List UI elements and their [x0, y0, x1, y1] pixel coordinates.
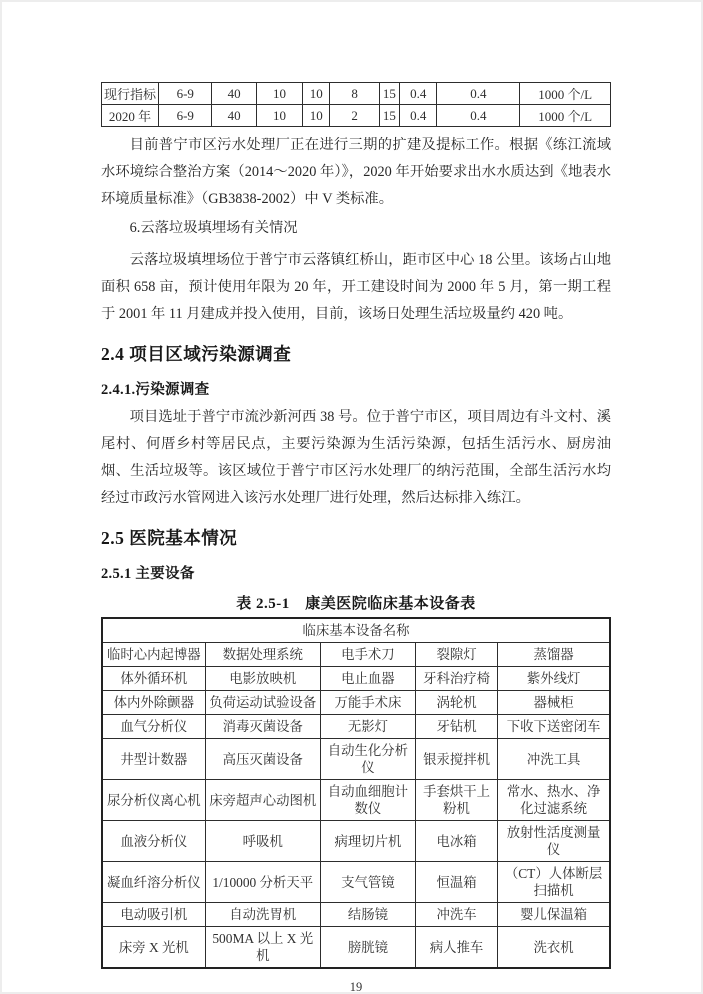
equipment-cell: 消毒灭菌设备: [205, 715, 320, 739]
equipment-cell: 紫外线灯: [498, 667, 610, 691]
standards-value-cell: 8: [330, 83, 379, 105]
equipment-cell: 牙科治疗椅: [415, 667, 497, 691]
standards-value-cell: 10: [303, 83, 330, 105]
equipment-cell: 床旁超声心动图机: [205, 780, 320, 821]
equipment-cell: 呼吸机: [205, 821, 320, 862]
equipment-cell: 婴儿保温箱: [498, 903, 610, 927]
standards-value-cell: 0.4: [400, 83, 437, 105]
equipment-cell: 电动吸引机: [102, 903, 205, 927]
equipment-cell: 500MA 以上 X 光机: [205, 927, 320, 969]
standards-value-cell: 2: [330, 105, 379, 127]
equipment-cell: 血气分析仪: [102, 715, 205, 739]
heading-section-2-5: 2.5 医院基本情况: [101, 528, 238, 548]
standards-table-body: [102, 83, 611, 127]
equipment-table-row: [102, 691, 610, 715]
equipment-table: [101, 617, 611, 969]
standards-table: [101, 82, 611, 127]
equipment-cell: 支气管镜: [320, 862, 415, 903]
equipment-cell: 电冰箱: [415, 821, 497, 862]
equipment-cell: 银汞搅拌机: [415, 739, 497, 780]
standards-value-cell: 10: [256, 105, 302, 127]
equipment-table-row: [102, 739, 610, 780]
equipment-cell: 电止血器: [320, 667, 415, 691]
equipment-table-row: [102, 862, 610, 903]
equipment-cell: 无影灯: [320, 715, 415, 739]
equipment-cell: 常水、热水、净化过滤系统: [498, 780, 610, 821]
paragraph-pollution-sources: 项目选址于普宁市流沙新河西 38 号。位于普宁市区，项目周边有斗文村、溪尾村、何厝乡村等居民点，主要污染源为生活污染源，包括生活污水、厨房油烟、生活垃圾等。该区域位于普宁市区污水处理厂的纳污范围，全部生活污水均经过市政污水管网进入该污水处理厂进行处理，然后达标排入练江。: [101, 409, 611, 506]
standards-value-cell: 1000 个/L: [520, 83, 611, 105]
standards-value-cell: 0.4: [400, 105, 437, 127]
equipment-cell: 冲洗车: [415, 903, 497, 927]
equipment-cell: 病人推车: [415, 927, 497, 969]
equipment-cell: 蒸馏器: [498, 643, 610, 667]
equipment-table-row: [102, 903, 610, 927]
standards-value-cell: 15: [379, 83, 399, 105]
equipment-cell: 体外循环机: [102, 667, 205, 691]
equipment-cell: 高压灭菌设备: [205, 739, 320, 780]
equipment-cell: 牙钻机: [415, 715, 497, 739]
equipment-table-body: [102, 618, 610, 968]
equipment-cell: 裂隙灯: [415, 643, 497, 667]
heading-section-2-4: 2.4 项目区域污染源调查: [101, 344, 292, 364]
equipment-cell: 电手术刀: [320, 643, 415, 667]
equipment-cell: （CT）人体断层扫描机: [498, 862, 610, 903]
page-number: 19: [349, 980, 363, 994]
equipment-table-row: [102, 643, 610, 667]
standards-value-cell: 0.4: [437, 105, 520, 127]
equipment-cell: 井型计数器: [102, 739, 205, 780]
equipment-cell: 下收下送密闭车: [498, 715, 610, 739]
equipment-cell: 冲洗工具: [498, 739, 610, 780]
equipment-cell: 手套烘干上粉机: [415, 780, 497, 821]
equipment-header-row: [102, 618, 610, 643]
equipment-cell: 自动血细胞计数仪: [320, 780, 415, 821]
standards-row-label-cell: 现行指标: [102, 83, 159, 105]
heading-section-2-5-1: 2.5.1 主要设备: [101, 566, 195, 582]
equipment-cell: 洗衣机: [498, 927, 610, 969]
equipment-cell: 病理切片机: [320, 821, 415, 862]
standards-table-row: [102, 83, 611, 105]
equipment-table-row: [102, 821, 610, 862]
equipment-table-caption: 表 2.5-1 康美医院临床基本设备表: [236, 596, 476, 612]
equipment-cell: 放射性活度测量仪: [498, 821, 610, 862]
equipment-cell: 自动洗胃机: [205, 903, 320, 927]
equipment-header-cell: 临床基本设备名称: [102, 618, 610, 643]
equipment-cell: 负荷运动试验设备: [205, 691, 320, 715]
equipment-cell: 器械柜: [498, 691, 610, 715]
standards-row-label-cell: 2020 年: [102, 105, 159, 127]
standards-value-cell: 0.4: [437, 83, 520, 105]
standards-value-cell: 40: [212, 83, 256, 105]
heading-section-2-4-1: 2.4.1.污染源调查: [101, 382, 210, 398]
equipment-cell: 体内外除颤器: [102, 691, 205, 715]
equipment-cell: 膀胱镜: [320, 927, 415, 969]
standards-value-cell: 40: [212, 105, 256, 127]
equipment-table-row: [102, 927, 610, 969]
equipment-cell: 临时心内起博器: [102, 643, 205, 667]
equipment-cell: 电影放映机: [205, 667, 320, 691]
equipment-cell: 床旁 X 光机: [102, 927, 205, 969]
standards-value-cell: 15: [379, 105, 399, 127]
standards-value-cell: 1000 个/L: [520, 105, 611, 127]
standards-value-cell: 6-9: [159, 83, 212, 105]
standards-value-cell: 6-9: [159, 105, 212, 127]
equipment-cell: 1/10000 分析天平: [205, 862, 320, 903]
equipment-cell: 凝血纤溶分析仪: [102, 862, 205, 903]
paragraph-sewage-plant: 目前普宁市区污水处理厂正在进行三期的扩建及提标工作。根据《练江流域水环境综合整治方案（2014～2020 年）》，2020 年开始要求出水水质达到《地表水环境质量标准》（GB3838-2002）中 V 类标准。: [101, 137, 611, 207]
equipment-cell: 涡轮机: [415, 691, 497, 715]
equipment-cell: 自动生化分析仪: [320, 739, 415, 780]
standards-value-cell: 10: [303, 105, 330, 127]
equipment-cell: 结肠镜: [320, 903, 415, 927]
equipment-cell: 血液分析仪: [102, 821, 205, 862]
equipment-table-row: [102, 780, 610, 821]
equipment-table-row: [102, 667, 610, 691]
standards-value-cell: 10: [256, 83, 302, 105]
paragraph-landfill: 云落垃圾填埋场位于普宁市云落镇红桥山，距市区中心 18 公里。该场占山地面积 658 亩，预计使用年限为 20 年，开工建设时间为 2000 年 5 月，第一期工程于 2001 年 11 月建成并投入使用，目前，该场日处理生活垃圾量约 420 吨。: [101, 252, 611, 322]
equipment-table-row: [102, 715, 610, 739]
equipment-cell: 恒温箱: [415, 862, 497, 903]
standards-table-row: [102, 105, 611, 127]
equipment-cell: 数据处理系统: [205, 643, 320, 667]
equipment-cell: 万能手术床: [320, 691, 415, 715]
subpoint-landfill-heading: 6.云落垃圾填埋场有关情况: [129, 220, 298, 236]
equipment-cell: 尿分析仪离心机: [102, 780, 205, 821]
